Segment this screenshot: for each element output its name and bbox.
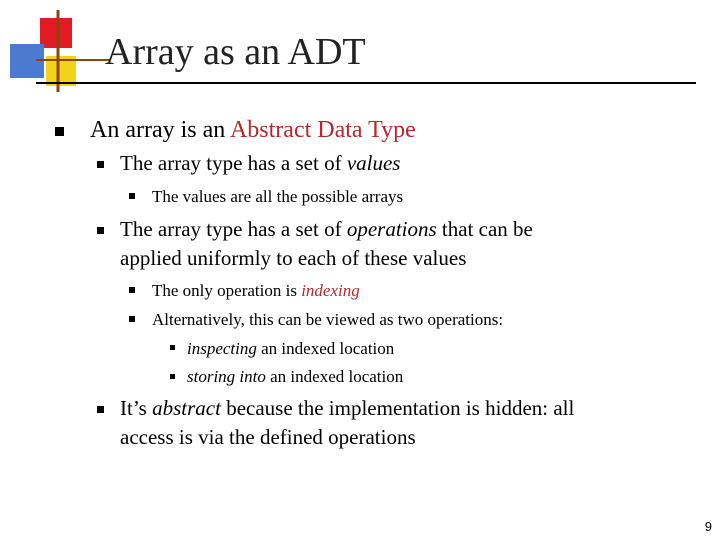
bullet-inspecting (187, 340, 394, 357)
bullet-square-icon (129, 316, 135, 322)
bullet-set-of-operations-continued: applied uniformly to each of these values (120, 246, 467, 270)
bullet-text: because the implementation is hidden: all (220, 396, 575, 420)
bullet-text: The only operation is (152, 281, 302, 300)
bullet-square-icon (170, 374, 175, 379)
bullet-abstract-continued: access is via the defined operations (120, 425, 416, 449)
bullet-abstract (120, 398, 574, 419)
abstract-data-type-highlight: Abstract Data Type (229, 117, 416, 143)
bullet-square-icon (97, 406, 104, 413)
indexing-highlight: indexing (301, 281, 360, 300)
bullet-text: It’s (120, 396, 153, 420)
bullet-adt-definition (90, 118, 416, 142)
title-underline (36, 82, 696, 84)
inspecting-emphasis: inspecting (187, 339, 257, 358)
bullet-possible-arrays: The values are all the possible arrays (152, 187, 404, 206)
bullet-text: The array type has a set of (120, 151, 347, 175)
bullet-indexing (152, 282, 360, 299)
slide-logo-icon (0, 0, 110, 100)
bullet-text: An array is an (90, 117, 230, 143)
bullet-set-of-operations (120, 219, 533, 240)
storing-into-emphasis: storing into (187, 367, 266, 386)
abstract-emphasis: abstract (152, 396, 221, 420)
bullet-text: The array type has a set of (120, 217, 347, 241)
values-emphasis: values (346, 151, 401, 175)
page-number: 9 (704, 519, 712, 534)
bullet-set-of-values (120, 153, 400, 174)
bullet-text: that can be (436, 217, 533, 241)
bullet-square-icon (55, 127, 64, 136)
bullet-text: an indexed location (256, 339, 395, 358)
logo-red-square-icon (40, 18, 72, 48)
operations-emphasis: operations (346, 217, 437, 241)
bullet-square-icon (97, 227, 104, 234)
bullet-square-icon (129, 287, 135, 293)
bullet-storing (187, 368, 403, 385)
bullet-square-icon (97, 161, 104, 168)
bullet-square-icon (170, 345, 175, 350)
bullet-two-operations: Alternatively, this can be viewed as two operations: (152, 310, 504, 329)
slide-title: Array as an ADT (105, 31, 366, 73)
bullet-square-icon (129, 193, 135, 199)
bullet-text: an indexed location (265, 367, 404, 386)
